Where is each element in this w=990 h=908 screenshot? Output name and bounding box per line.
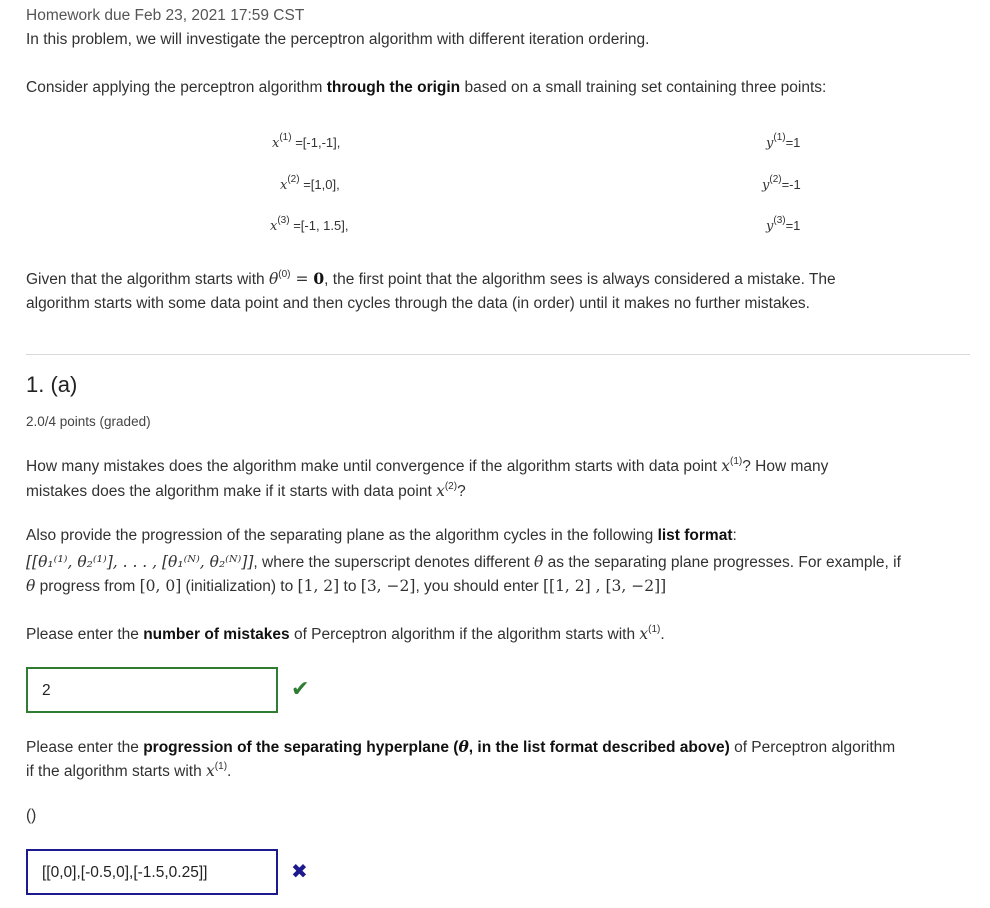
- problem-title: 1. (a): [26, 372, 78, 397]
- y3-equation: $y^{(3)}=1$: [766, 215, 801, 234]
- section-divider: [26, 354, 970, 355]
- enter-progression-prompt-2: if the algorithm starts with $x^{(1)}$.: [26, 761, 232, 780]
- given-line-1: Given that the algorithm starts with $\theta^{(0)} = 0$, the first point that the algorithm sees is always considered a mistake. The: [26, 269, 836, 288]
- due-date: Homework due Feb 23, 2021 17:59 CST: [26, 7, 305, 24]
- check-icon: ✔: [291, 676, 310, 701]
- y2-equation: $y^{(2)}=-1$: [762, 174, 801, 193]
- intro-text: In this problem, we will investigate the perceptron algorithm with different iteration ordering.: [26, 31, 650, 48]
- enter-progression-prompt-1: Please enter the progression of the separating hyperplane (θ, in the list format described above) of Perceptron algorithm: [26, 737, 896, 756]
- given-line-2: algorithm starts with some data point and then cycles through the data (in order) until it makes no further mistakes.: [26, 295, 810, 312]
- x2-equation: $x^{(2)} =[1,0]$,: [280, 174, 340, 193]
- consider-paragraph: Consider applying the perceptron algorithm through the origin based on a small training set containing three points:: [26, 79, 827, 96]
- problem-points: 2.0/4 points (graded): [26, 414, 151, 429]
- format-line-2: [[θ₁⁽¹⁾, θ₂⁽¹⁾], . . . , [θ₁⁽ᴺ⁾, θ₂⁽ᴺ⁾]], where the superscript denotes different θ as the separating plane progresses. For example, if: [26, 553, 901, 571]
- progression-input[interactable]: [[0,0],[-0.5,0],[-1.5,0.25]]: [26, 849, 278, 895]
- y1-equation: $y^{(1)}=1$: [766, 132, 801, 151]
- x1-equation: $x^{(1)} =[-1,-1]$,: [272, 132, 341, 151]
- question-line-1: How many mistakes does the algorithm make until convergence if the algorithm starts with data point $x^{(1)}$? How many: [26, 456, 829, 475]
- format-line-1: Also provide the progression of the separating plane as the algorithm cycles in the following list format:: [26, 527, 737, 544]
- format-line-3: θ progress from [0, 0] (initialization) to [1, 2] to [3, −2], you should enter [[1, 2] , [3, −2]]: [26, 577, 667, 595]
- x3-equation: $x^{(3)} =[-1$, 1.5],: [270, 215, 349, 234]
- question-line-2: mistakes does the algorithm make if it starts with data point $x^{(2)}$?: [26, 481, 466, 500]
- math-preview: (): [26, 807, 37, 824]
- cross-icon: ✖: [291, 861, 308, 883]
- mistakes-input[interactable]: 2: [26, 667, 278, 713]
- enter-mistakes-prompt: Please enter the number of mistakes of Perceptron algorithm if the algorithm starts with $x^{(1)}$.: [26, 624, 665, 643]
